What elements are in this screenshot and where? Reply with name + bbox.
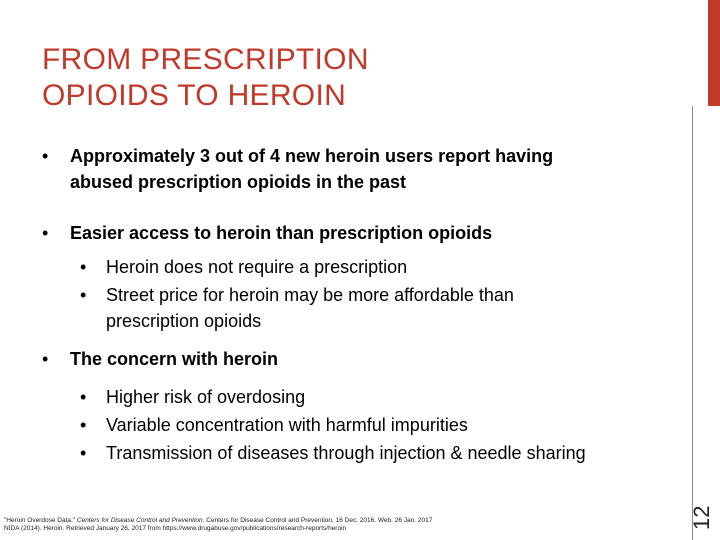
reference-source-title: Centers for Disease Control and Prevention. xyxy=(76,517,205,524)
sub-bullet-text: Variable concentration with harmful impurities xyxy=(106,415,468,435)
reference-text: "Heroin Overdose Data." xyxy=(4,517,77,524)
slide-title xyxy=(42,42,642,114)
bullet-marker: • xyxy=(80,387,87,407)
side-divider xyxy=(692,106,693,540)
title-line-1: FROM PRESCRIPTION xyxy=(42,43,369,76)
sub-bullet-text-line: prescription opioids xyxy=(106,311,262,331)
bullet-text-line: Approximately 3 out of 4 new heroin users report having xyxy=(70,146,554,166)
reference-line-2: NIDA (2014). Heroin. Retrieved January 26, 2017 from https://www.drugabuse.gov/publications/research-reports/heroin xyxy=(4,525,347,532)
sub-bullet-text: Transmission of diseases through injection & needle sharing xyxy=(106,443,586,463)
accent-bar xyxy=(708,0,720,106)
page-number: 12 xyxy=(689,505,714,530)
bullet-marker: • xyxy=(80,285,87,305)
sub-bullet-text xyxy=(106,282,514,334)
title-line-2: OPIOIDS TO HEROIN xyxy=(42,79,347,112)
bullet-marker: • xyxy=(80,257,87,277)
sub-bullet-text-line: Street price for heroin may be more affordable than xyxy=(106,285,514,305)
reference-line-1 xyxy=(4,517,432,525)
bullet-marker: • xyxy=(42,349,49,369)
bullet-marker: • xyxy=(42,146,49,166)
bullet-text: Easier access to heroin than prescription opioids xyxy=(70,223,493,243)
bullet-text-line: abused prescription opioids in the past xyxy=(70,172,407,192)
sub-bullet-text: Higher risk of overdosing xyxy=(106,387,306,407)
bullet-text: The concern with heroin xyxy=(70,349,279,369)
sub-bullet-text: Heroin does not require a prescription xyxy=(106,257,408,277)
bullet-marker: • xyxy=(80,415,87,435)
bullet-marker: • xyxy=(80,443,87,463)
references-footer xyxy=(4,517,432,533)
bullet-text xyxy=(70,143,553,195)
bullet-marker: • xyxy=(42,223,49,243)
reference-text: Centers for Disease Control and Prevention, 16 Dec. 2016. Web. 26 Jan. 2017 xyxy=(204,517,433,524)
